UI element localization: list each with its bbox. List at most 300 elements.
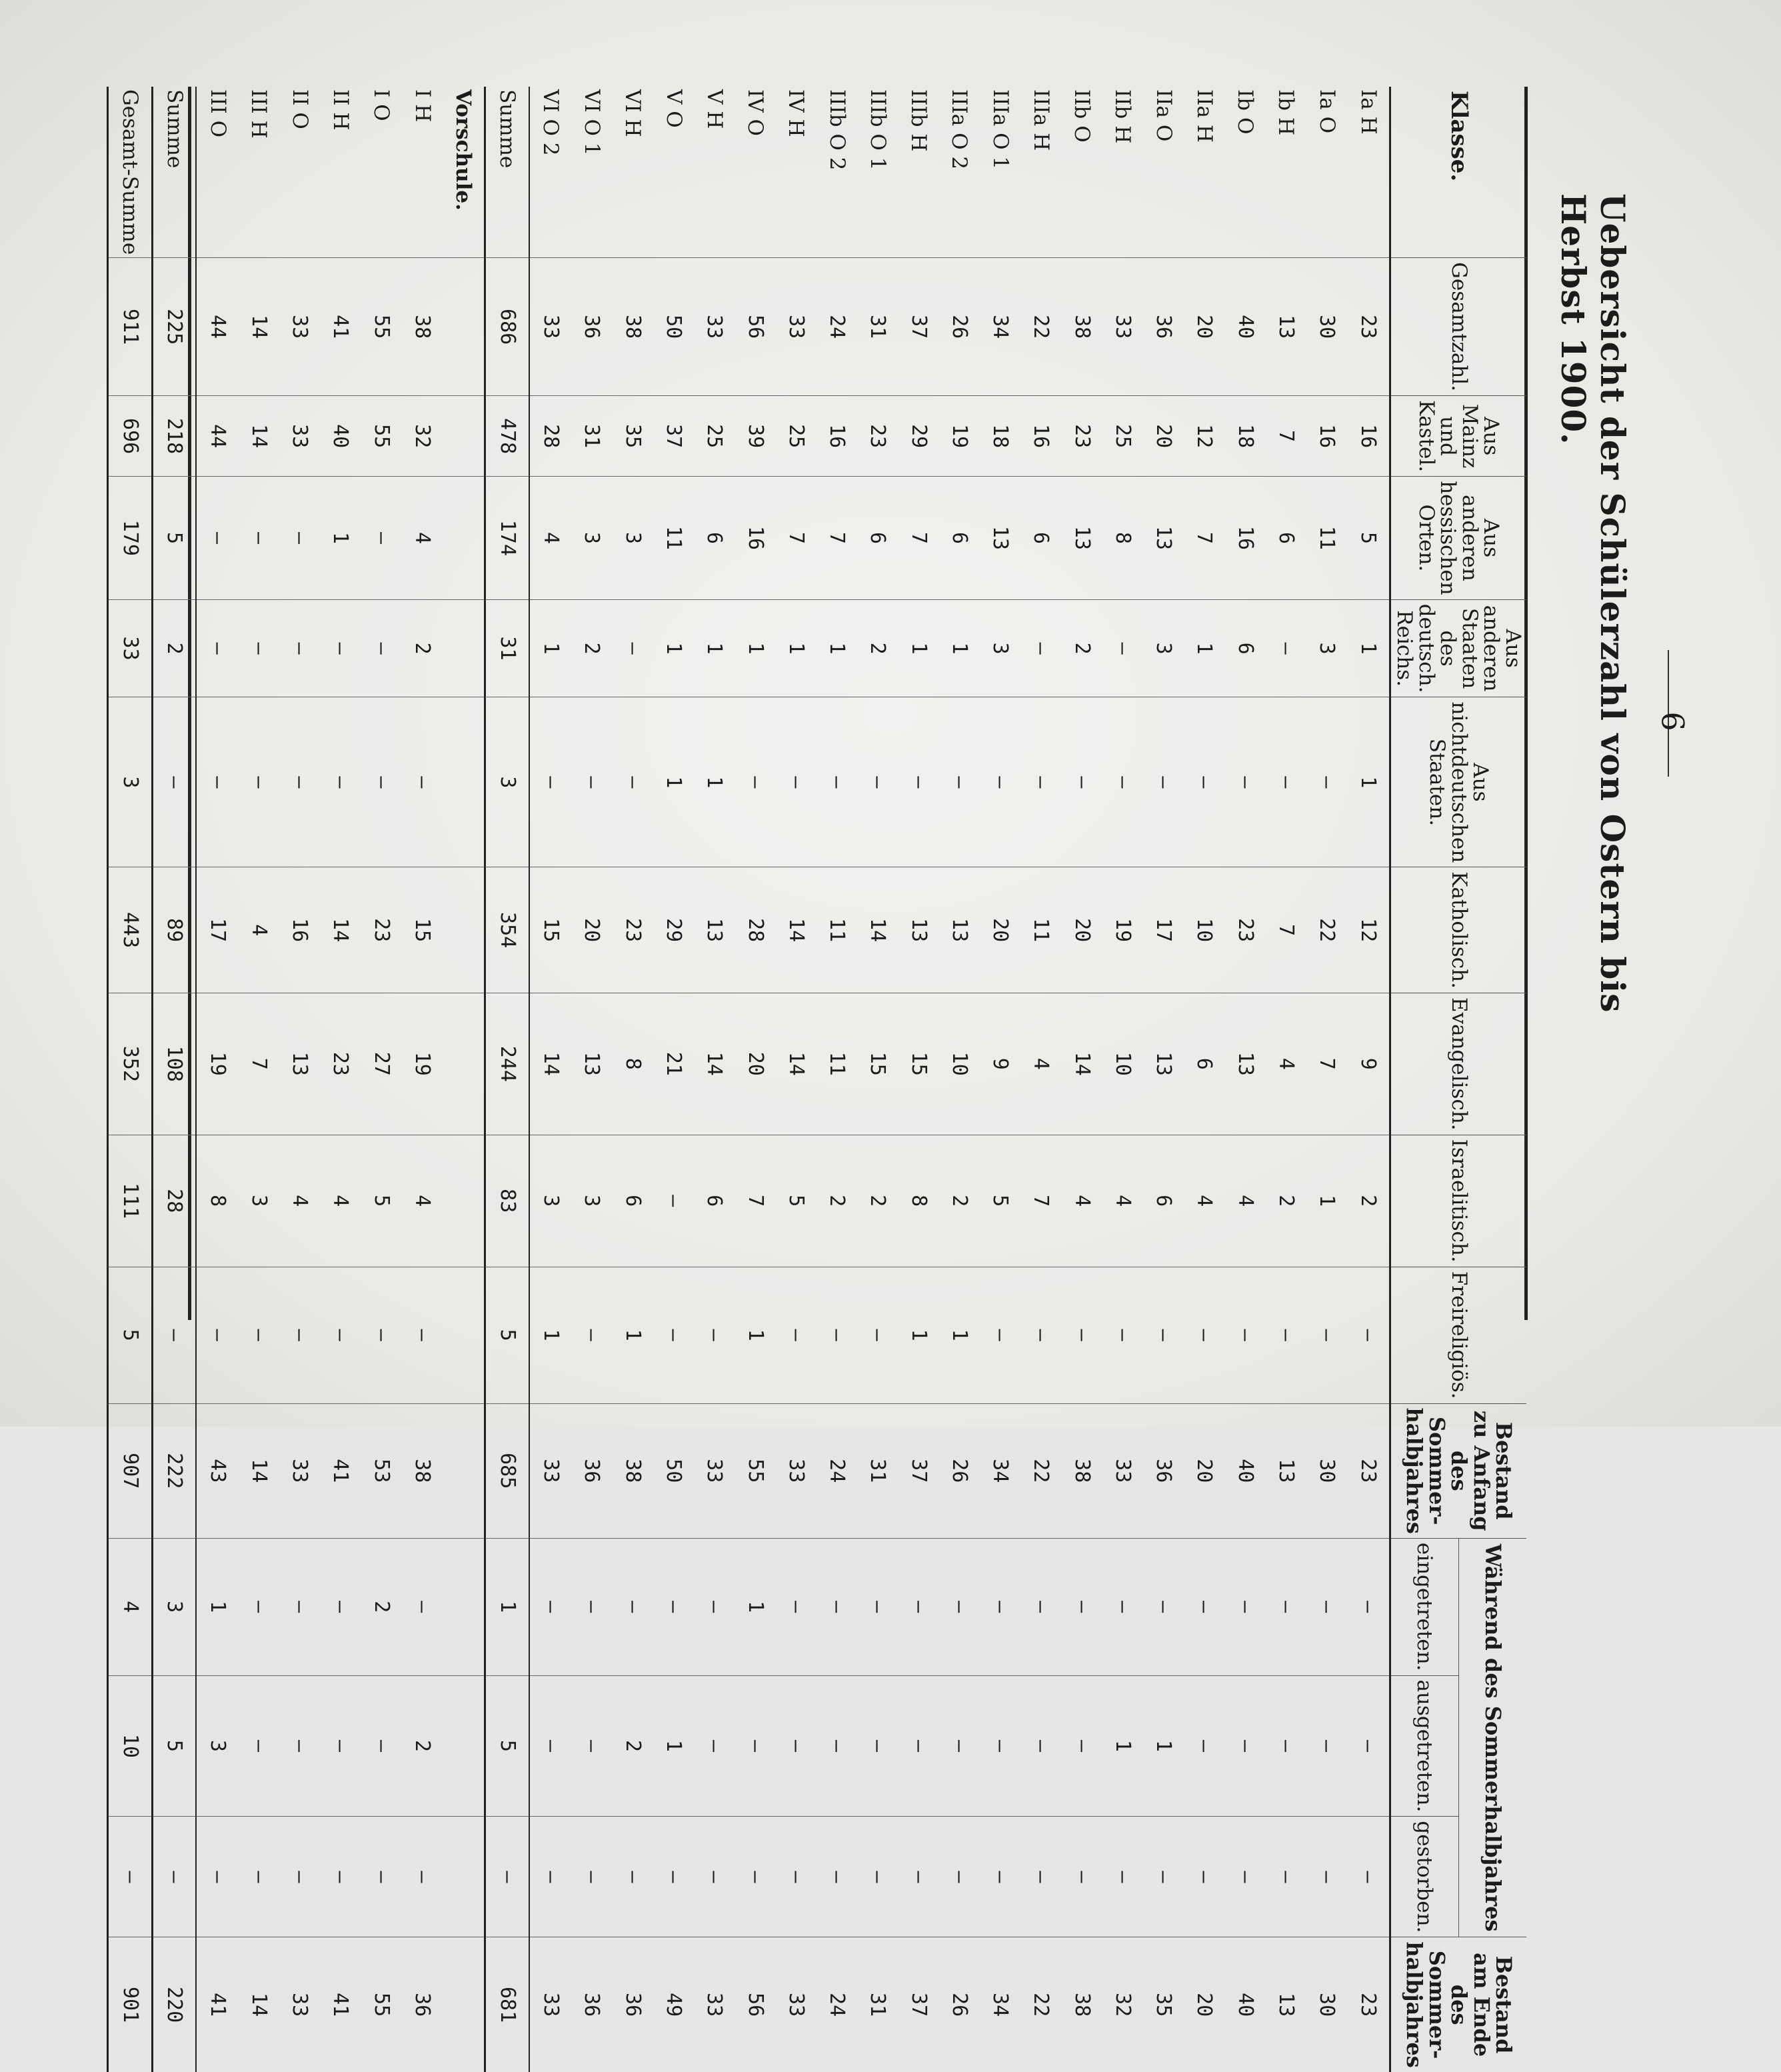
table-cell: 24 (817, 258, 857, 396)
table-cell: — (938, 1817, 979, 1937)
header-nichtdeutsch: Aus nichtdeutschen Staaten. (1390, 697, 1526, 867)
table-cell: 13 (1061, 477, 1102, 600)
table-row (694, 87, 735, 2072)
table-cell: 3 (196, 1675, 238, 1817)
row-label: III H (247, 89, 271, 139)
table-cell: 44 (196, 396, 238, 477)
table-cell: 7 (817, 477, 857, 600)
table-cell: 1 (320, 477, 361, 600)
table-cell: 4 (279, 1135, 320, 1267)
table-cell: — (1184, 1538, 1224, 1675)
header-evangelisch: Evangelisch. (1390, 993, 1526, 1135)
table-cell: — (361, 477, 401, 600)
table-cell: 13 (1266, 1937, 1306, 2072)
table-cell: 36 (612, 1937, 653, 2072)
table-cell: 37 (898, 258, 938, 396)
table-row (1266, 87, 1306, 2072)
header-gesamtzahl: Gesamtzahl. (1390, 258, 1526, 396)
table-cell: 33 (279, 1403, 320, 1538)
table-cell: — (1102, 1817, 1143, 1937)
table-cell: 26 (938, 258, 979, 396)
row-label: IV O (743, 89, 768, 136)
table-cell: 16 (279, 867, 320, 993)
table-cell: — (1224, 1817, 1265, 1937)
table-cell: 24 (817, 1403, 857, 1538)
table-cell: 16 (1020, 396, 1061, 477)
table-cell: 40 (1224, 1937, 1265, 2072)
table-cell: — (735, 697, 775, 867)
table-cell: 10 (107, 1675, 152, 1817)
table-cell: — (612, 697, 653, 867)
table-cell: 16 (735, 477, 775, 600)
table-cell: 4 (529, 477, 571, 600)
table-cell: — (279, 1675, 320, 1817)
table-row (817, 87, 857, 2072)
table-cell: — (279, 697, 320, 867)
table-cell: — (817, 1267, 857, 1403)
table-cell: — (898, 1817, 938, 1937)
row-label: IV H (784, 89, 809, 137)
table-cell: 3 (152, 1538, 196, 1675)
table-cell: — (529, 1817, 571, 1937)
table-cell: — (1347, 1267, 1390, 1403)
header-klasse: Klasse. (1390, 87, 1526, 258)
table-cell: — (857, 697, 898, 867)
table-cell: 37 (898, 1937, 938, 2072)
table-cell: 14 (694, 993, 735, 1135)
header-bestand-ende: Bestand am Ende des Sommer-halbjahres (1390, 1937, 1526, 2072)
table-cell: 33 (279, 258, 320, 396)
table-cell: 40 (320, 396, 361, 477)
table-cell: 2 (361, 1538, 401, 1675)
header-gestorben: gestorben. (1390, 1817, 1458, 1937)
table-cell: 20 (1143, 396, 1184, 477)
table-cell: 1 (898, 599, 938, 697)
table-cell: 18 (1224, 396, 1265, 477)
table-cell: 16 (1347, 396, 1390, 477)
table-cell: 13 (980, 477, 1020, 600)
row-label: IIa O (1151, 89, 1176, 142)
table-cell: 17 (196, 867, 238, 993)
table-cell: 685 (485, 1403, 529, 1538)
table-cell: 1 (735, 1267, 775, 1403)
row-label: IIIa O 2 (947, 89, 972, 170)
table-cell: 911 (107, 258, 152, 396)
header-waehrend: Während des Sommerhalbjahres (1458, 1538, 1526, 1937)
table-cell: 18 (980, 396, 1020, 477)
table-cell: — (239, 1675, 279, 1817)
table-cell: 38 (612, 258, 653, 396)
table-row (775, 87, 816, 2072)
table-cell: 14 (320, 867, 361, 993)
table-cell: 40 (1224, 258, 1265, 396)
table-cell: — (1061, 1817, 1102, 1937)
table-cell: — (694, 1675, 735, 1817)
table-cell: 28 (735, 867, 775, 993)
table-cell: — (1224, 697, 1265, 867)
table-cell: 1 (612, 1267, 653, 1403)
table-cell: — (857, 1817, 898, 1937)
table-cell: — (1061, 1675, 1102, 1817)
table-cell: — (1143, 1817, 1184, 1937)
table-cell: 23 (1061, 396, 1102, 477)
header-katholisch: Katholisch. (1390, 867, 1526, 993)
table-cell: 37 (898, 1403, 938, 1538)
table-cell: 49 (653, 1937, 694, 2072)
table-cell: — (239, 477, 279, 600)
table-cell: — (1102, 599, 1143, 697)
table-cell: — (402, 1267, 443, 1403)
table-cell: 10 (1184, 867, 1224, 993)
table-cell: — (1266, 697, 1306, 867)
table-cell: — (279, 1817, 320, 1937)
table-cell: 13 (1224, 993, 1265, 1135)
table-row (938, 87, 979, 2072)
table-cell: 1 (653, 599, 694, 697)
table-cell: 2 (1347, 1135, 1390, 1267)
table-cell: — (1306, 1675, 1347, 1817)
header-row-1 (1458, 87, 1526, 2072)
empty-cell (443, 396, 485, 477)
empty-cell (443, 1538, 485, 1675)
table-cell: 11 (653, 477, 694, 600)
table-cell: 53 (361, 1403, 401, 1538)
table-cell: — (1184, 697, 1224, 867)
table-cell: 14 (1061, 993, 1102, 1135)
table-cell: 10 (1102, 993, 1143, 1135)
table-cell: 29 (898, 396, 938, 477)
table-cell: 1 (694, 697, 735, 867)
table-cell: — (1306, 1817, 1347, 1937)
row-label: II H (328, 89, 353, 131)
table-row (1143, 87, 1184, 2072)
table-cell: 33 (1102, 258, 1143, 396)
table-cell: 41 (320, 1403, 361, 1538)
table-cell: 33 (529, 1937, 571, 2072)
table-cell: 2 (612, 1675, 653, 1817)
table-cell: — (279, 477, 320, 600)
table-cell: 1 (196, 1538, 238, 1675)
table-cell: 901 (107, 1937, 152, 2072)
table-cell: — (1266, 1267, 1306, 1403)
table-cell: 5 (775, 1135, 816, 1267)
table-cell: 220 (152, 1937, 196, 2072)
table-cell: 14 (857, 867, 898, 993)
table-cell: 2 (817, 1135, 857, 1267)
table-cell: 30 (1306, 258, 1347, 396)
empty-cell (443, 599, 485, 697)
header-ausgetreten: ausgetreten. (1390, 1675, 1458, 1817)
table-cell: — (1184, 1675, 1224, 1817)
table-cell: 23 (320, 993, 361, 1135)
table-cell: 36 (571, 1937, 612, 2072)
row-label: IIIa O 1 (988, 89, 1012, 170)
table-cell: — (1306, 697, 1347, 867)
table-cell: 13 (938, 867, 979, 993)
table-cell: 13 (1143, 993, 1184, 1135)
table-cell: 10 (938, 993, 979, 1135)
table-cell: 3 (571, 1135, 612, 1267)
table-cell: — (857, 1675, 898, 1817)
table-cell: 8 (898, 1135, 938, 1267)
table-row (571, 87, 612, 2072)
header-eingetreten: eingetreten. (1390, 1538, 1458, 1675)
table-cell: 4 (402, 477, 443, 600)
table-row (1102, 87, 1143, 2072)
table-cell: 11 (817, 867, 857, 993)
table-cell: — (898, 697, 938, 867)
table-cell: 1 (653, 1675, 694, 1817)
table-cell: 36 (571, 258, 612, 396)
row-label: III O (205, 89, 230, 138)
table-cell: — (980, 697, 1020, 867)
table-cell: 1 (694, 599, 735, 697)
table-cell: 6 (1020, 477, 1061, 600)
table-cell: — (1102, 1538, 1143, 1675)
table-cell: 20 (1061, 867, 1102, 993)
empty-cell (443, 697, 485, 867)
row-label: Ia H (1356, 89, 1380, 135)
table-cell: 20 (1184, 258, 1224, 396)
table-cell: — (694, 1267, 735, 1403)
table-cell: 13 (571, 993, 612, 1135)
gesamt-summe-row (107, 87, 152, 2072)
table-cell: 19 (402, 993, 443, 1135)
table-cell: — (320, 697, 361, 867)
table-cell: 2 (938, 1135, 979, 1267)
table-cell: 27 (361, 993, 401, 1135)
empty-cell (443, 1675, 485, 1817)
row-label: V H (702, 89, 727, 129)
table-cell: — (1224, 1675, 1265, 1817)
row-label: Summe (152, 87, 196, 258)
header-mainz: Aus Mainz und Kastel. (1390, 396, 1526, 477)
table-cell: — (320, 1675, 361, 1817)
table-cell: 4 (1224, 1135, 1265, 1267)
table-cell: — (938, 697, 979, 867)
row-label: IIIa H (1028, 89, 1053, 151)
table-cell: 33 (1102, 1403, 1143, 1538)
empty-cell (443, 867, 485, 993)
table-cell: — (402, 1817, 443, 1937)
table-row (279, 87, 320, 2072)
table-cell: — (612, 599, 653, 697)
table-cell: 686 (485, 258, 529, 396)
table-cell: 14 (239, 1403, 279, 1538)
header-staaten: Aus anderen Staaten des deutsch. Reichs. (1390, 599, 1526, 697)
table-cell: 2 (1061, 599, 1102, 697)
table-cell: — (361, 1817, 401, 1937)
table-cell: — (152, 1817, 196, 1937)
table-cell: 1 (735, 1538, 775, 1675)
table-cell: 36 (1143, 1403, 1184, 1538)
table-cell: — (320, 1538, 361, 1675)
table-cell: 1 (485, 1538, 529, 1675)
table-cell: 5 (485, 1267, 529, 1403)
table-cell: 30 (1306, 1937, 1347, 2072)
rotated-table-container (118, 87, 1526, 2068)
table-cell: 44 (196, 258, 238, 396)
table-cell: — (571, 697, 612, 867)
table-cell: 7 (1184, 477, 1224, 600)
table-cell: 14 (775, 867, 816, 993)
table-cell: 20 (571, 867, 612, 993)
table-cell: 15 (529, 867, 571, 993)
table-cell: 1 (529, 1267, 571, 1403)
table-cell: 16 (1306, 396, 1347, 477)
row-label: IIb O (1070, 89, 1094, 143)
table-cell: 108 (152, 993, 196, 1135)
table-cell: — (653, 1538, 694, 1675)
table-cell: — (1266, 1817, 1306, 1937)
table-cell: 2 (571, 599, 612, 697)
table-row (529, 87, 571, 2072)
table-cell: 22 (1020, 1937, 1061, 2072)
table-cell: 55 (361, 396, 401, 477)
table-cell: 23 (857, 396, 898, 477)
table-cell: 14 (529, 993, 571, 1135)
table-cell: 11 (817, 993, 857, 1135)
table-cell: 907 (107, 1403, 152, 1538)
table-row (361, 87, 401, 2072)
table-cell: 13 (1266, 258, 1306, 396)
row-label: VI H (621, 89, 645, 137)
table-cell: 31 (485, 599, 529, 697)
table-row (1020, 87, 1061, 2072)
table-cell: 13 (694, 867, 735, 993)
table-cell: — (279, 1267, 320, 1403)
table-cell: 38 (402, 258, 443, 396)
table-cell: 1 (529, 599, 571, 697)
table-cell: 20 (1184, 1403, 1224, 1538)
table-cell: 34 (980, 1937, 1020, 2072)
header-israelitisch: Israelitisch. (1390, 1135, 1526, 1267)
table-cell: 31 (857, 258, 898, 396)
table-cell: 478 (485, 396, 529, 477)
table-cell: 1 (1143, 1675, 1184, 1817)
table-cell: 41 (320, 1937, 361, 2072)
table-cell: — (980, 1675, 1020, 1817)
table-cell: 7 (1020, 1135, 1061, 1267)
table-cell: 34 (980, 258, 1020, 396)
table-cell: — (529, 1675, 571, 1817)
table-cell: 19 (938, 396, 979, 477)
table-cell: 33 (694, 258, 735, 396)
table-cell: 696 (107, 396, 152, 477)
table-cell: 15 (402, 867, 443, 993)
row-label: Ib H (1274, 89, 1298, 135)
table-cell: 3 (612, 477, 653, 600)
table-cell: 55 (735, 1403, 775, 1538)
table-cell: 1 (938, 599, 979, 697)
table-cell: — (653, 1135, 694, 1267)
table-cell: 28 (152, 1135, 196, 1267)
table-cell: 5 (152, 477, 196, 600)
table-cell: 6 (612, 1135, 653, 1267)
summe-row (485, 87, 529, 2072)
table-cell: — (857, 1538, 898, 1675)
table-cell: — (571, 1817, 612, 1937)
table-cell: — (817, 697, 857, 867)
row-label: V O (661, 89, 686, 128)
table-cell: 7 (1266, 396, 1306, 477)
table-cell: 50 (653, 258, 694, 396)
table-cell: 36 (1143, 258, 1184, 396)
table-cell: — (898, 1538, 938, 1675)
table-cell: — (485, 1817, 529, 1937)
table-cell: 354 (485, 867, 529, 993)
header-hessisch: Aus anderen hessischen Orten. (1390, 477, 1526, 600)
table-cell: 19 (1102, 867, 1143, 993)
table-cell: — (361, 697, 401, 867)
table-cell: 29 (653, 867, 694, 993)
table-cell: 13 (1266, 1403, 1306, 1538)
row-label: Summe (485, 87, 529, 258)
table-cell: — (775, 697, 816, 867)
table-cell: — (1184, 1267, 1224, 1403)
table-cell: — (239, 1538, 279, 1675)
table-cell: 111 (107, 1135, 152, 1267)
table-cell: — (320, 1817, 361, 1937)
row-label: IIIb O 2 (825, 89, 849, 171)
table-cell: 2 (402, 1675, 443, 1817)
row-label: IIb H (1110, 89, 1135, 144)
table-cell: 3 (1306, 599, 1347, 697)
table-cell: 7 (775, 477, 816, 600)
table-cell: 3 (485, 697, 529, 867)
table-cell: 4 (1020, 993, 1061, 1135)
table-cell: — (775, 1817, 816, 1937)
table-cell: 6 (1224, 599, 1265, 697)
table-cell: 13 (898, 867, 938, 993)
table-cell: 4 (1266, 993, 1306, 1135)
table-cell: 40 (1224, 1403, 1265, 1538)
table-cell: — (529, 697, 571, 867)
table-cell: — (1020, 697, 1061, 867)
table-cell: — (1266, 1538, 1306, 1675)
table-cell: 21 (653, 993, 694, 1135)
table-cell: 1 (775, 599, 816, 697)
table-cell: 31 (857, 1403, 898, 1538)
table-cell: — (1306, 1538, 1347, 1675)
table-cell: 225 (152, 258, 196, 396)
table-body (107, 87, 1390, 2072)
table-row (1184, 87, 1224, 2072)
empty-cell (443, 1403, 485, 1538)
row-label: VI O 2 (539, 89, 563, 156)
row-label: Ib O (1233, 89, 1258, 135)
table-row (239, 87, 279, 2072)
table-cell: 4 (239, 867, 279, 993)
table-cell: 222 (152, 1403, 196, 1538)
table-cell: 43 (196, 1403, 238, 1538)
statistics-table (107, 87, 1526, 2072)
table-cell: 31 (571, 396, 612, 477)
table-row (857, 87, 898, 2072)
table-cell: 31 (857, 1937, 898, 2072)
empty-cell (443, 477, 485, 600)
table-cell: 2 (857, 599, 898, 697)
table-cell: 56 (735, 1937, 775, 2072)
table-cell: 25 (1102, 396, 1143, 477)
table-cell: — (239, 599, 279, 697)
table-cell: 1 (938, 1267, 979, 1403)
table-cell: 6 (1266, 477, 1306, 600)
table-cell: 32 (402, 396, 443, 477)
table-cell: 36 (571, 1403, 612, 1538)
table-cell: 24 (817, 1937, 857, 2072)
empty-cell (443, 1937, 485, 2072)
